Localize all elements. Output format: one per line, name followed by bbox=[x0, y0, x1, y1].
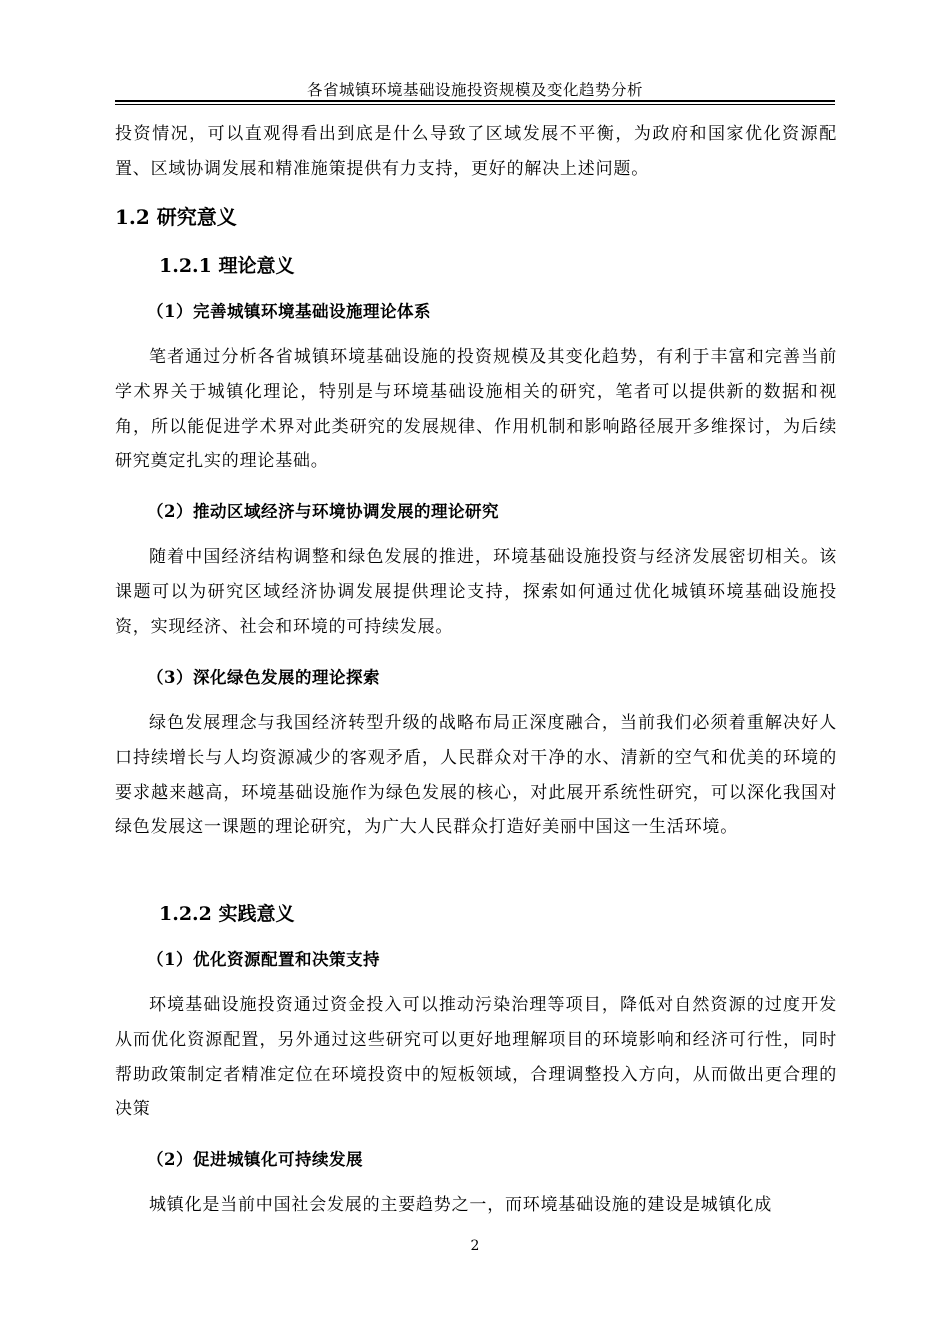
item-heading-theory-2: （2）推动区域经济与环境协调发展的理论研究 bbox=[147, 502, 499, 521]
header-rule-thick bbox=[115, 100, 835, 102]
running-header: 各省城镇环境基础设施投资规模及变化趋势分析 bbox=[306, 81, 643, 99]
intro-paragraph: 投资情况，可以直观得看出到底是什么导致了区域发展不平衡，为政府和国家优化资源配置、区域协调发展和精准施策提供有力支持，更好的解决上述问题。 bbox=[115, 124, 837, 179]
subsection-heading-1-2-1: 1.2.1 理论意义 bbox=[159, 255, 295, 277]
page-number: 2 bbox=[470, 1238, 480, 1254]
paragraph-theory-2: 随着中国经济结构调整和绿色发展的推进，环境基础设施投资与经济发展密切相关。该课题可以为研究区域经济协调发展提供理论支持，探索如何通过优化城镇环境基础设施投资，实现经济、社会和环境的可持续发展。 bbox=[115, 547, 837, 637]
paragraph-theory-1: 笔者通过分析各省城镇环境基础设施的投资规模及其变化趋势，有利于丰富和完善当前学术界关于城镇化理论，特别是与环境基础设施相关的研究，笔者可以提供新的数据和视角，所以能促进学术界对此类研究的发展规律、作用机制和影响路径展开多维探讨，为后续研究奠定扎实的理论基础。 bbox=[115, 347, 837, 472]
header-rule-thin bbox=[115, 104, 835, 105]
item-heading-theory-3: （3）深化绿色发展的理论探索 bbox=[147, 668, 380, 687]
item-heading-theory-1: （1）完善城镇环境基础设施理论体系 bbox=[147, 302, 431, 321]
paragraph-practice-1: 环境基础设施投资通过资金投入可以推动污染治理等项目，降低对自然资源的过度开发从而优化资源配置，另外通过这些研究可以更好地理解项目的环境影响和经济可行性，同时帮助政策制定者精准定位在环境投资中的短板领域，合理调整投入方向，从而做出更合理的决策 bbox=[115, 995, 837, 1120]
item-heading-practice-2: （2）促进城镇化可持续发展 bbox=[147, 1150, 363, 1169]
subsection-heading-1-2-2: 1.2.2 实践意义 bbox=[159, 903, 295, 925]
paragraph-practice-2: 城镇化是当前中国社会发展的主要趋势之一，而环境基础设施的建设是城镇化成 bbox=[149, 1195, 772, 1215]
section-heading-1-2: 1.2 研究意义 bbox=[115, 205, 237, 229]
paragraph-theory-3: 绿色发展理念与我国经济转型升级的战略布局正深度融合，当前我们必须着重解决好人口持续增长与人均资源减少的客观矛盾，人民群众对干净的水、清新的空气和优美的环境的要求越来越高，环境基础设施作为绿色发展的核心，对此展开系统性研究，可以深化我国对绿色发展这一课题的理论研究，为广大人民群众打造好美丽中国这一生活环境。 bbox=[115, 713, 837, 838]
item-heading-practice-1: （1）优化资源配置和决策支持 bbox=[147, 950, 380, 969]
